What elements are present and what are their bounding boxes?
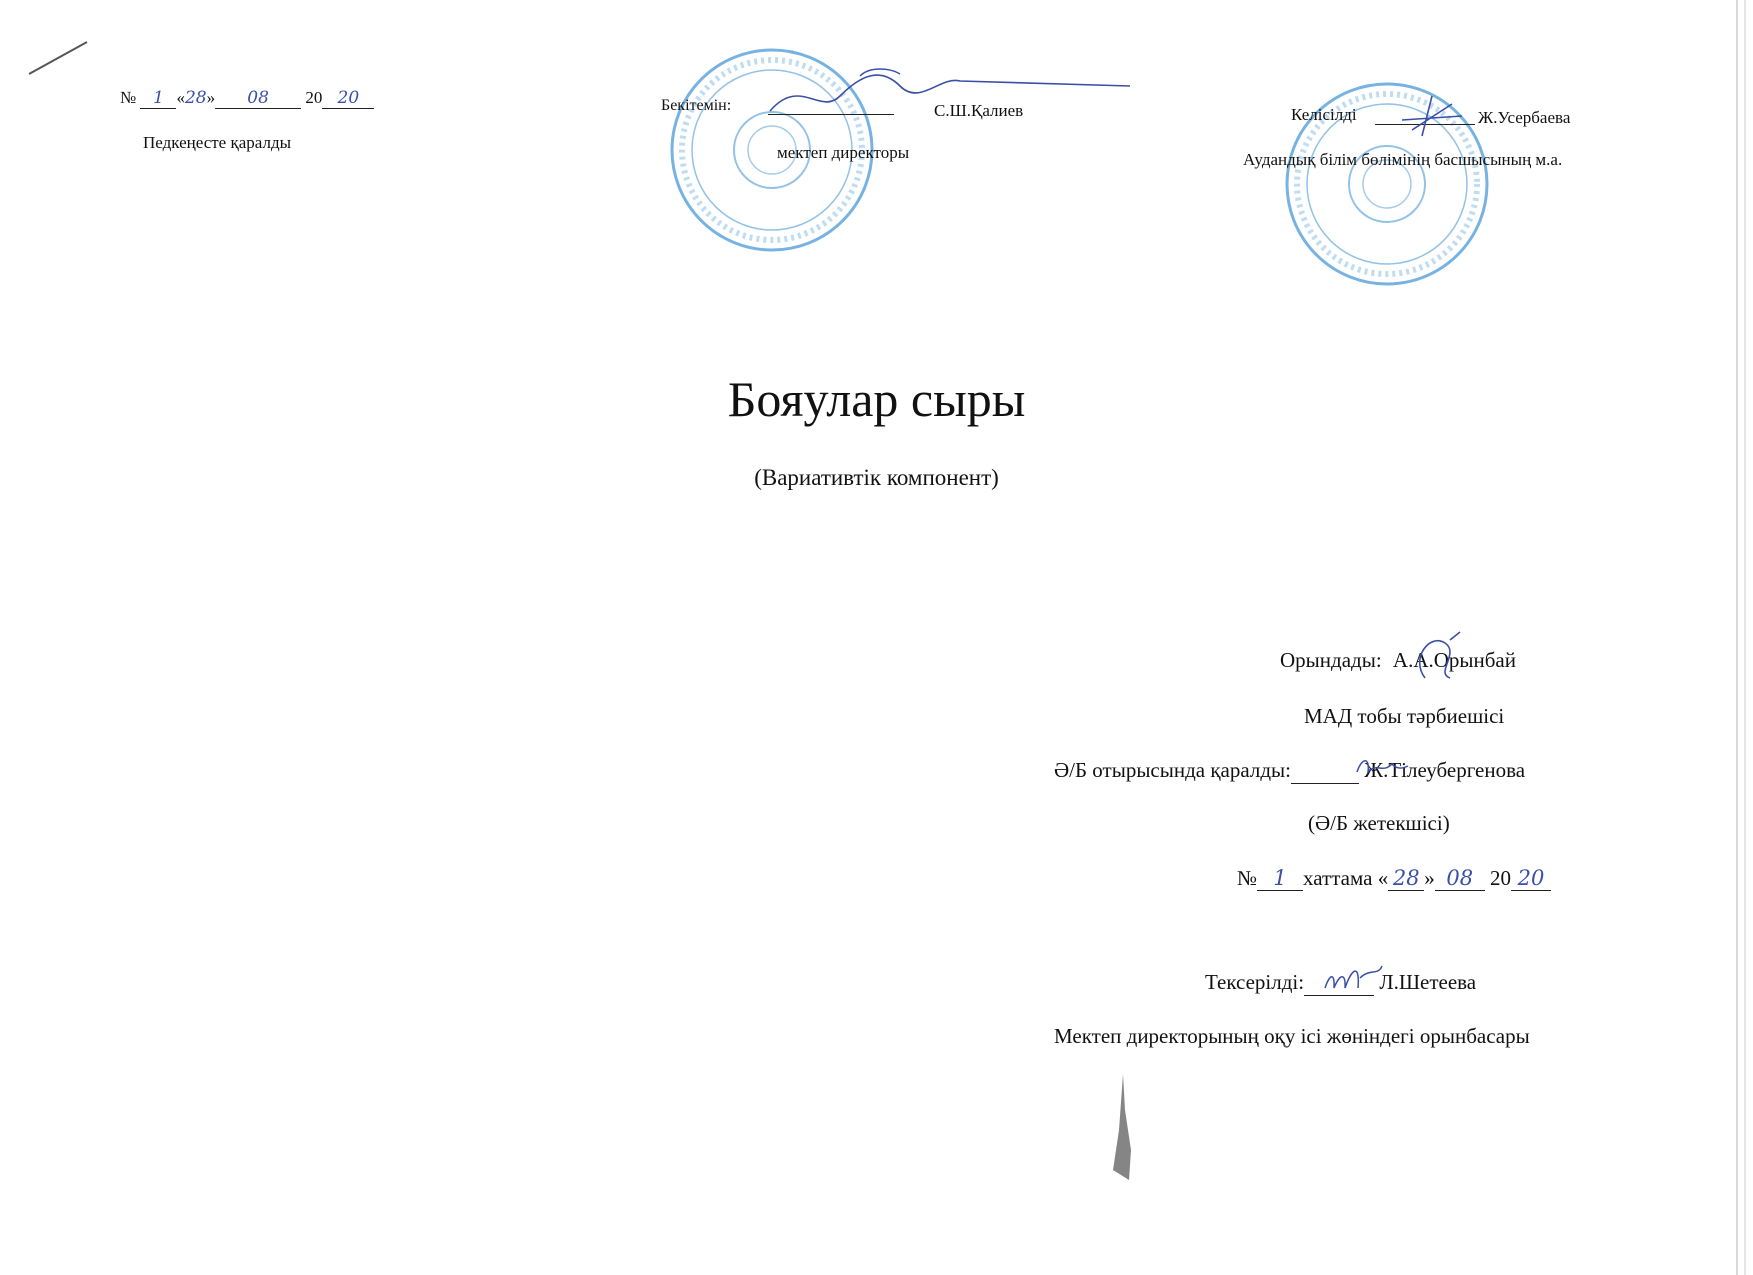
minutes-line <box>1237 866 1551 891</box>
minutes-month: 08 <box>1435 866 1485 891</box>
protocol-open-quote: « <box>176 88 185 107</box>
review-role: (Ә/Б жетекшісі) <box>1308 811 1450 835</box>
approval-role: мектеп директоры <box>777 143 910 162</box>
minutes-day: 28 <box>1388 866 1424 891</box>
page-edge-shadow <box>1736 0 1738 1275</box>
review-signature-line <box>1291 758 1359 784</box>
agreement-name: Ж.Усербаева <box>1478 108 1571 127</box>
minutes-year-suffix: 20 <box>1511 866 1551 891</box>
checked-role: Мектеп директорының оқу ісі жөніндегі орынбасары <box>1054 1024 1530 1048</box>
performer-line <box>1280 648 1516 673</box>
performer-label: Орындады: <box>1280 648 1382 672</box>
checked-name: Л.Шетеева <box>1379 970 1477 994</box>
protocol-no-label: № <box>120 88 137 107</box>
scan-ink-mark <box>1105 1070 1145 1190</box>
minutes-label: хаттама « <box>1303 866 1389 890</box>
protocol-day: 28 <box>184 88 207 108</box>
review-line <box>1054 758 1525 784</box>
document-title: Бояулар сыры <box>727 371 1026 427</box>
protocol-year-suffix: 20 <box>322 88 374 109</box>
review-signature <box>1352 752 1412 782</box>
agreement-signature <box>1392 90 1472 140</box>
protocol-note: Педкеңесте қаралды <box>143 133 292 152</box>
review-label: Ә/Б отырысында қаралды: <box>1054 758 1291 782</box>
approval-name: С.Ш.Қалиев <box>934 101 1024 120</box>
checked-signature <box>1320 958 1390 998</box>
protocol-year-prefix: 20 <box>305 88 323 107</box>
minutes-year-prefix: 20 <box>1489 866 1511 890</box>
protocol-month: 08 <box>215 88 301 109</box>
minutes-no-label: № <box>1237 866 1258 890</box>
agreement-role: Аудандық білім бөлімінің басшысының м.а. <box>1243 150 1563 169</box>
review-name: Ж.Тілеубергенова <box>1364 758 1526 782</box>
approval-label: Бекітемін: <box>661 97 732 114</box>
minutes-no-value: 1 <box>1257 866 1303 891</box>
pen-stroke-mark <box>25 38 95 78</box>
protocol-line <box>120 88 374 109</box>
performer-signature <box>1405 628 1475 688</box>
performer-name: А.А.Орынбай <box>1392 648 1516 672</box>
checked-label: Тексерілді: <box>1205 970 1305 994</box>
protocol-no-value: 1 <box>140 88 176 109</box>
minutes-close-quote: » <box>1424 866 1435 890</box>
agreement-label: Келісілді <box>1291 105 1357 124</box>
performer-role: МАД тобы тәрбиешісі <box>1304 704 1505 728</box>
page-edge-shadow-2 <box>1744 0 1746 1275</box>
protocol-close-quote: » <box>206 88 216 107</box>
document-subtitle: (Вариативтік компонент) <box>754 465 999 490</box>
